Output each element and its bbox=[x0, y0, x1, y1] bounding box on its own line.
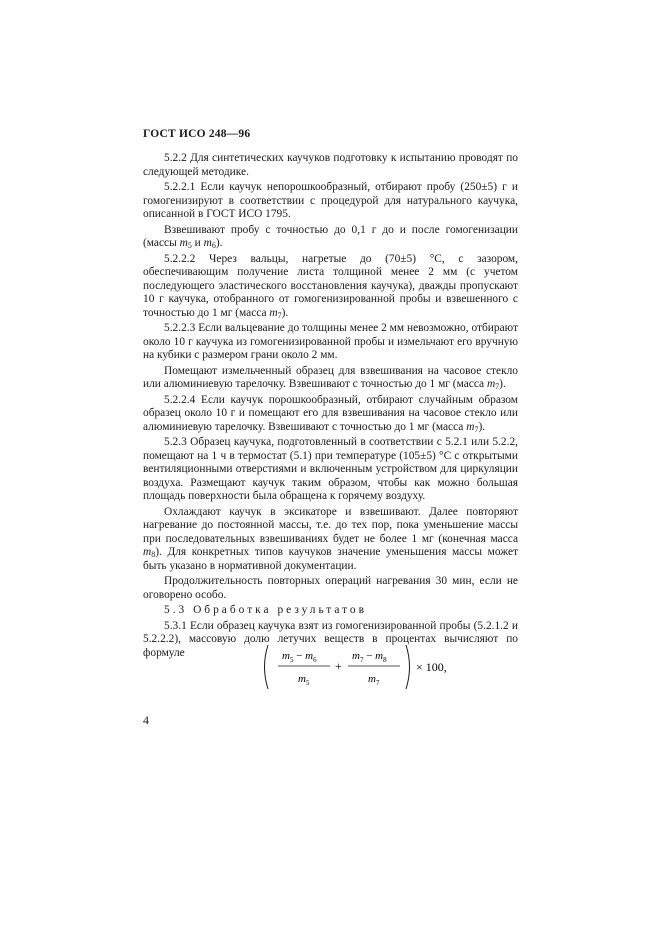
svg-text:m7 − m8: $m_7 - m_8$ bbox=[352, 650, 387, 664]
right-paren bbox=[406, 645, 410, 689]
multiplier: × 100, bbox=[416, 660, 447, 674]
volatile-matter-formula bbox=[260, 642, 520, 692]
left-paren bbox=[265, 645, 269, 689]
paragraph-5-2-2-1: 5.2.2.1 Если каучук непорошкообразный, отбирают пробу (250±5) г и гомогенизируют в соответствии с процедурой для натурального каучука, описанной в ГОСТ ИСО 1795. bbox=[143, 181, 518, 220]
paragraph-5-3-1: 5.3.1 Если образец каучука взят из гомогенизированной пробы (5.2.1.2 и 5.2.2.2), массовую долю летучих веществ в процентах вычисляют по формуле bbox=[143, 619, 518, 659]
page-number: 4 bbox=[143, 713, 149, 727]
paragraph-duration: Продолжительность повторных операций нагревания 30 мин, если не оговорено особо. bbox=[143, 575, 518, 601]
paragraph-5-2-3: 5.2.3 Образец каучука, подготовленный в соответствии с 5.2.1 или 5.2.2, помещают на 1 ч в термостат (5.1) при температуре (105±5) °С с открытыми вентиляционными отверстиями и включенным устройством для циркуляции воздуха. Размещают каучук таким образом, чтобы как можно большая площадь поверхности была обращена к горячему воздуху. bbox=[143, 436, 518, 502]
paragraph-5-2-2-2: 5.2.2.2 Через вальцы, нагретые до (70±5) °С, с зазором, обеспечивающим получение листа толщиной менее 2 мм (с учетом последующего эластического восстановления каучука), дважды пропускают 10 г каучука, отобранного от гомогенизированной пробы и взвешенного с точностью до 1 мг (масса $m_7$). bbox=[143, 252, 518, 320]
paragraph-5-2-2-4: 5.2.2.4 Если каучук порошкообразный, отбирают случайным образом образец около 10 г и помещают его для взвешивания на часовое стекло или алюминиевую тарелочку. Взвешивают с точностью до 1 мг (масса $m_7$). bbox=[143, 393, 518, 434]
svg-text:m7: $m_7$ bbox=[368, 673, 380, 687]
svg-text:m5 − m6: $m_5 - m_6$ bbox=[282, 650, 317, 664]
document-header: ГОСТ ИСО 248—96 bbox=[143, 128, 251, 140]
svg-text:m5: $m_5$ bbox=[298, 673, 310, 687]
section-heading-5-3: 5.3 Обработка результатов bbox=[164, 604, 368, 616]
paragraph-5-2-2: 5.2.2 Для синтетических каучуков подготовку к испытанию проводят по следующей методике. bbox=[143, 152, 518, 178]
paragraph-5-2-2-3: 5.2.2.3 Если вальцевание до толщины менее 2 мм невозможно, отбирают около 10 г каучука из гомогенизированной пробы и измельчают его вручную на кубики с размером грани около 2 мм. bbox=[143, 322, 518, 361]
body-text bbox=[143, 152, 518, 662]
paragraph-cooling: Охлаждают каучук в эксикаторе и взвешивают. Далее повторяют нагревание до постоянной массы, т.е. до тех пор, пока уменьшение массы при последовательных взвешиваниях будет не более 1 мг (конечная масса $m_8$). Для конкретных типов каучуков значение уменьшения массы может быть указано в нормативной документации. bbox=[143, 505, 518, 572]
plus-sign: + bbox=[335, 659, 342, 673]
paragraph-weighing: Взвешивают пробу с точностью до 0,1 г до и после гомогенизации (массы $m_5$ и $m_6$). bbox=[143, 223, 518, 250]
paragraph-crushed-sample: Помещают измельченный образец для взвешивания на часовое стекло или алюминиевую тарелочку. Взвешивают с точностью до 1 мг (масса $m_7$). bbox=[143, 364, 518, 391]
